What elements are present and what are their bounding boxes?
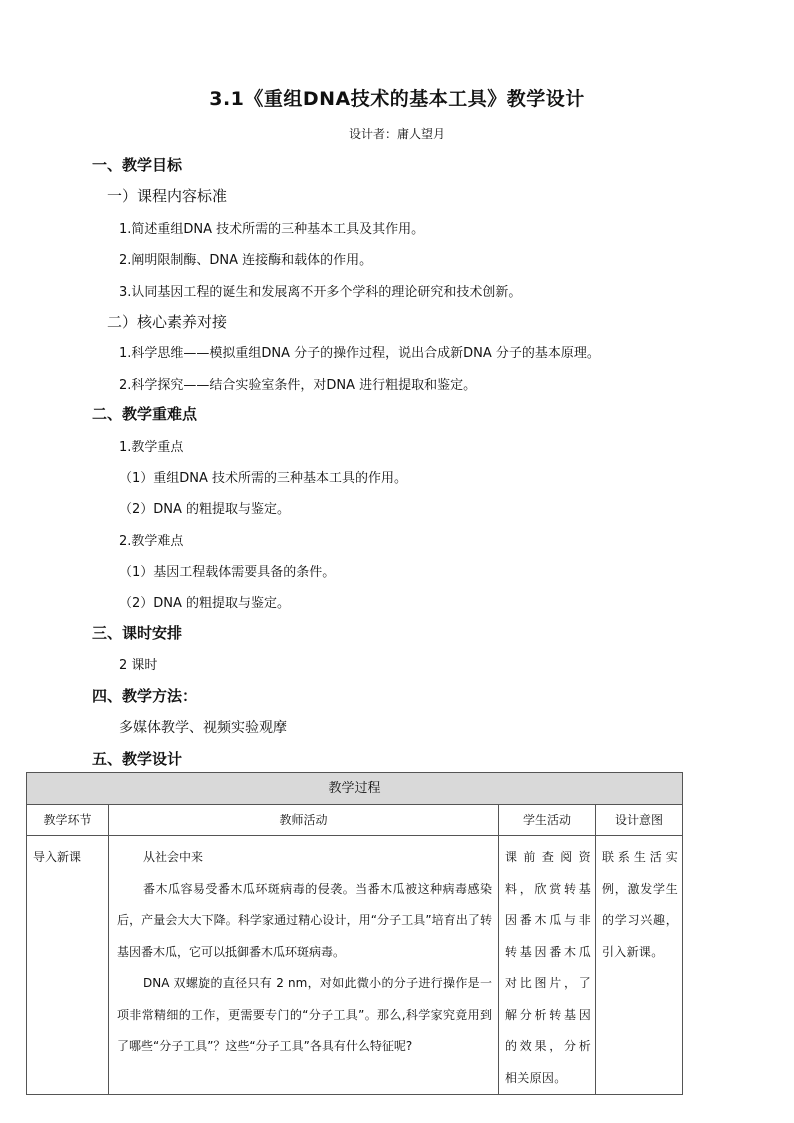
section-heading-objectives: 一、教学目标 — [92, 156, 183, 174]
key-points-label: 1.教学重点 — [119, 440, 184, 455]
teacher-paragraph: DNA 双螺旋的直径只有 2 nm，对如此微小的分子进行操作是一项非常精细的工作，更需要专门的“分子工具”。那么,科学家究竟用到了哪些“分子工具”？这些“分子工具”各具有什么特征呢? — [117, 976, 492, 1053]
table-title: 教学过程 — [27, 773, 683, 805]
student-activity-cell: 课前查阅资料，欣赏转基因番木瓜与非转基因番木瓜对比图片，了解分析转基因的效果，分析相关原因。 — [499, 836, 596, 1095]
teacher-paragraph: 番木瓜容易受番木瓜环斑病毒的侵袭。当番木瓜被这种病毒感染后，产量会大大下降。科学家通过精心设计，用“分子工具”培育出了转基因番木瓜，它可以抵御番木瓜环斑病毒。 — [117, 881, 492, 959]
designer-line: 设计者：庸人望月 — [348, 127, 445, 141]
methods-text: 多媒体教学、视频实验观摩 — [119, 720, 287, 736]
difficult-points-label: 2.教学难点 — [119, 534, 184, 549]
objective-item: 2.阐明限制酶、DNA 连接酶和载体的作用。 — [119, 253, 373, 268]
header-student-activity: 学生活动 — [499, 805, 596, 836]
header-stage: 教学环节 — [27, 805, 109, 836]
literacy-item: 2.科学探究——结合实验室条件，对DNA 进行粗提取和鉴定。 — [119, 378, 477, 393]
header-design-intent: 设计意图 — [596, 805, 683, 836]
section-heading-schedule: 三、课时安排 — [92, 624, 183, 642]
teacher-activity-cell — [109, 836, 499, 1095]
section-heading-design: 五、教学设计 — [92, 750, 183, 768]
teaching-process-table — [26, 772, 683, 1095]
section-heading-methods: 四、教学方法： — [92, 687, 198, 705]
objective-item: 3.认同基因工程的诞生和发展离不开多个学科的理论研究和技术创新。 — [119, 285, 522, 300]
objective-item: 1.简述重组DNA 技术所需的三种基本工具及其作用。 — [119, 222, 425, 237]
teacher-paragraph: 从社会中来 — [143, 850, 204, 864]
subheading-core-literacy: 二）核心素养对接 — [107, 313, 228, 331]
table-row — [27, 836, 683, 1095]
difficult-point-item: （1）基因工程载体需要具备的条件。 — [119, 565, 336, 580]
document-title: 3.1《重组DNA技术的基本工具》教学设计 — [209, 88, 585, 110]
table-header-row — [27, 805, 683, 836]
subheading-curriculum-standards: 一）课程内容标准 — [107, 187, 228, 205]
design-intent-cell: 联系生活实例，激发学生的学习兴趣，引入新课。 — [596, 836, 683, 1095]
section-heading-key-points: 二、教学重难点 — [92, 405, 198, 423]
literacy-item: 1.科学思维——模拟重组DNA 分子的操作过程，说出合成新DNA 分子的基本原理。 — [119, 346, 600, 361]
key-point-item: （2）DNA 的粗提取与鉴定。 — [119, 502, 291, 517]
difficult-point-item: （2）DNA 的粗提取与鉴定。 — [119, 596, 291, 611]
stage-cell: 导入新课 — [27, 836, 109, 1095]
header-teacher-activity: 教师活动 — [109, 805, 499, 836]
schedule-text: 2 课时 — [119, 658, 158, 673]
key-point-item: （1）重组DNA 技术所需的三种基本工具的作用。 — [119, 471, 408, 486]
